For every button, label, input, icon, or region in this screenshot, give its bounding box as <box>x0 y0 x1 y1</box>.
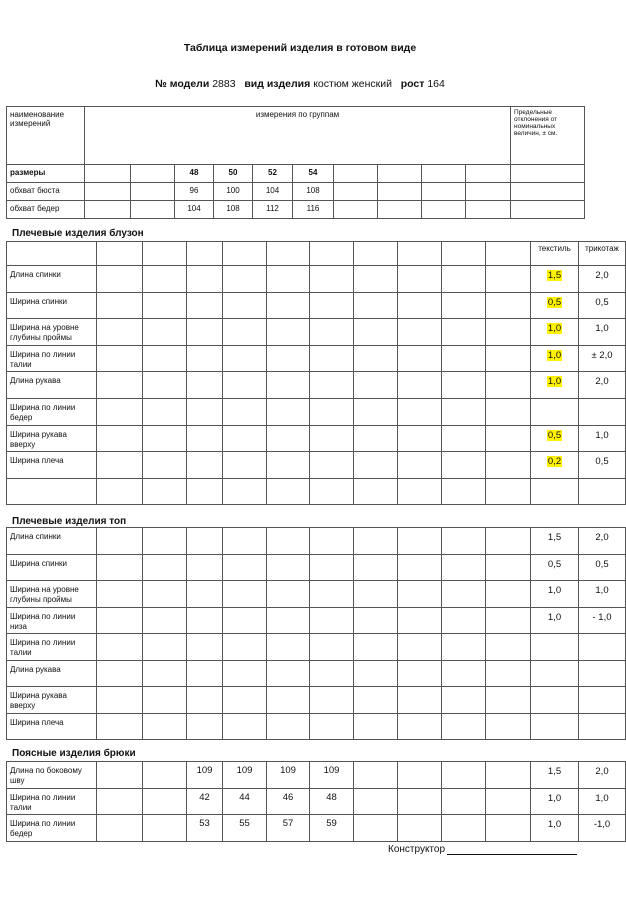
textile-tolerance: 0,5 <box>531 292 579 319</box>
size-cell: 50 <box>214 165 253 183</box>
value-cell: 96 <box>175 183 214 201</box>
knit-tolerance <box>579 478 626 505</box>
textile-tolerance: 0,5 <box>531 425 579 452</box>
knit-tolerance: 1,0 <box>579 425 626 452</box>
value-cell: 42 <box>187 788 223 815</box>
col-knit-header: трикотаж <box>579 242 626 266</box>
value-cell: 116 <box>293 201 334 219</box>
textile-tolerance <box>531 687 579 714</box>
value-cell: 46 <box>267 788 310 815</box>
header-name: наименование измерений <box>7 107 85 165</box>
signature <box>388 844 577 855</box>
row-name: Длина по боковому шву <box>7 762 97 789</box>
knit-tolerance: 0,5 <box>579 292 626 319</box>
value-cell: 59 <box>310 815 354 842</box>
value-cell: 109 <box>187 762 223 789</box>
knit-tolerance: 1,0 <box>579 788 626 815</box>
row-name: Ширина плеча <box>7 452 97 479</box>
value-cell: 108 <box>293 183 334 201</box>
textile-tolerance: 1,0 <box>531 372 579 399</box>
row-name <box>7 478 97 505</box>
section-title-top: Плечевые изделия топ <box>12 516 127 527</box>
value-cell: 53 <box>187 815 223 842</box>
row-name: Ширина рукава вверху <box>7 687 97 714</box>
row-name: Ширина плеча <box>7 713 97 740</box>
textile-tolerance <box>531 660 579 687</box>
row-name: Ширина спинки <box>7 292 97 319</box>
value-cell: 109 <box>267 762 310 789</box>
textile-tolerance: 1,0 <box>531 815 579 842</box>
blouse-table <box>6 241 626 505</box>
signature-line <box>447 844 577 855</box>
textile-tolerance: 1,0 <box>531 788 579 815</box>
textile-tolerance: 1,0 <box>531 345 579 372</box>
kind-label: вид изделия <box>244 78 311 90</box>
value-cell: 104 <box>253 183 293 201</box>
row-name: Длина спинки <box>7 266 97 293</box>
size-cell: 52 <box>253 165 293 183</box>
row-name: Длина рукава <box>7 372 97 399</box>
textile-tolerance <box>531 634 579 661</box>
row-name: Ширина по линии бедер <box>7 398 97 425</box>
header-tolerance: Предельные отклонения от номинальных величин, ± см. <box>511 107 585 165</box>
textile-tolerance: 1,0 <box>531 581 579 608</box>
row-name: обхват бюста <box>7 183 85 201</box>
knit-tolerance: 2,0 <box>579 372 626 399</box>
knit-tolerance <box>579 398 626 425</box>
knit-tolerance <box>579 713 626 740</box>
knit-tolerance: 2,0 <box>579 266 626 293</box>
textile-tolerance: 1,5 <box>531 762 579 789</box>
row-name: Ширина по линии низа <box>7 607 97 634</box>
section-title-pants: Поясные изделия брюки <box>12 748 136 759</box>
textile-tolerance: 0,2 <box>531 452 579 479</box>
knit-tolerance: - 1,0 <box>579 607 626 634</box>
textile-tolerance <box>531 478 579 505</box>
row-name: Ширина на уровне глубины проймы <box>7 319 97 346</box>
value-cell: 104 <box>175 201 214 219</box>
textile-tolerance: 1,5 <box>531 528 579 555</box>
value-cell: 108 <box>214 201 253 219</box>
height-value: 164 <box>427 78 445 90</box>
value-cell: 44 <box>223 788 267 815</box>
textile-tolerance: 1,5 <box>531 266 579 293</box>
textile-tolerance <box>531 398 579 425</box>
header-groups: измерения по группам <box>85 107 511 165</box>
kind-value: костюм женский <box>313 78 392 90</box>
knit-tolerance <box>579 634 626 661</box>
textile-tolerance <box>531 713 579 740</box>
top-table <box>6 527 626 740</box>
model-label: № модели <box>155 78 210 90</box>
row-name: Ширина спинки <box>7 554 97 581</box>
row-name: Ширина по линии бедер <box>7 815 97 842</box>
row-name: Длина рукава <box>7 660 97 687</box>
size-cell: 48 <box>175 165 214 183</box>
value-cell: 48 <box>310 788 354 815</box>
section-title-blouse: Плечевые изделия блузон <box>12 228 144 239</box>
model-line <box>0 78 600 90</box>
document-title: Таблица измерений изделия в готовом виде <box>183 42 417 54</box>
value-cell: 109 <box>310 762 354 789</box>
textile-tolerance: 0,5 <box>531 554 579 581</box>
col-textile-header: текстиль <box>531 242 579 266</box>
value-cell: 55 <box>223 815 267 842</box>
knit-tolerance: 1,0 <box>579 581 626 608</box>
sizes-label: размеры <box>7 165 85 183</box>
textile-tolerance: 1,0 <box>531 319 579 346</box>
value-cell: 57 <box>267 815 310 842</box>
row-name: обхват бедер <box>7 201 85 219</box>
knit-tolerance: 0,5 <box>579 554 626 581</box>
row-name: Ширина по линии талии <box>7 345 97 372</box>
value-cell: 100 <box>214 183 253 201</box>
knit-tolerance <box>579 687 626 714</box>
knit-tolerance: 1,0 <box>579 319 626 346</box>
model-value: 2883 <box>212 78 236 90</box>
signature-label: Конструктор <box>388 844 446 855</box>
size-cell: 54 <box>293 165 334 183</box>
knit-tolerance: ± 2,0 <box>579 345 626 372</box>
row-name: Ширина на уровне глубины проймы <box>7 581 97 608</box>
textile-tolerance: 1,0 <box>531 607 579 634</box>
top-measurement-table <box>6 106 585 219</box>
value-cell: 112 <box>253 201 293 219</box>
row-name: Длина спинки <box>7 528 97 555</box>
knit-tolerance: 2,0 <box>579 762 626 789</box>
knit-tolerance: 0,5 <box>579 452 626 479</box>
knit-tolerance <box>579 660 626 687</box>
row-name: Ширина по линии талии <box>7 634 97 661</box>
knit-tolerance: 2,0 <box>579 528 626 555</box>
knit-tolerance: -1,0 <box>579 815 626 842</box>
row-name: Ширина рукава вверху <box>7 425 97 452</box>
row-name: Ширина по линии талии <box>7 788 97 815</box>
height-label: рост <box>400 78 425 90</box>
pants-table <box>6 761 626 842</box>
value-cell: 109 <box>223 762 267 789</box>
